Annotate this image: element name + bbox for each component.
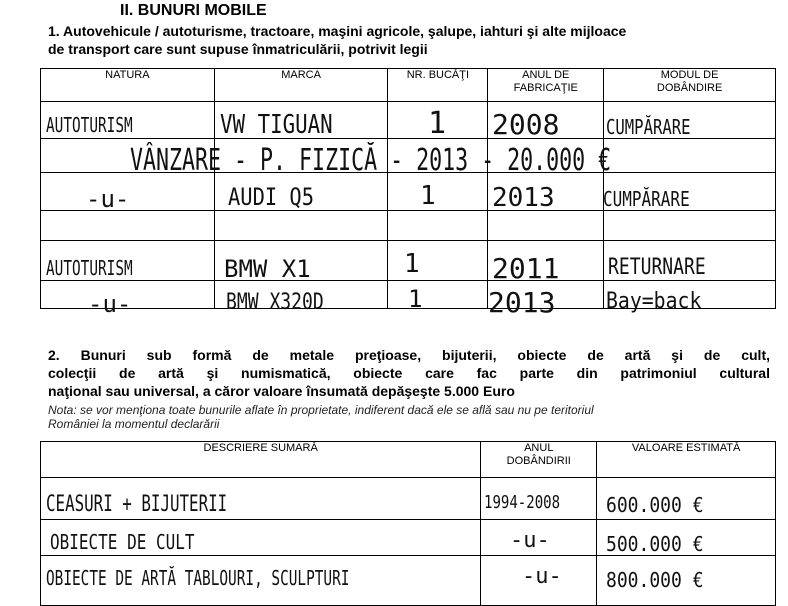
row2-an: 2013 bbox=[492, 183, 555, 213]
row4-nr: 1 bbox=[408, 285, 423, 313]
row4-mod: Bay=back bbox=[606, 289, 702, 314]
header-valoare: VALOARE ESTIMATĂ bbox=[631, 442, 741, 454]
row4-natura: -u- bbox=[88, 290, 132, 318]
valuable1-val: 600.000 € bbox=[606, 493, 704, 517]
header-natura: NATURA bbox=[105, 69, 150, 81]
valuable1-an: 1994-2008 bbox=[484, 492, 561, 513]
header-an-dobandirii-line2: DOBÂNDIRII bbox=[506, 455, 571, 467]
col-nr bbox=[388, 69, 488, 102]
row1-mod: CUMPĂRARE bbox=[606, 115, 691, 139]
valuable2-val: 500.000 € bbox=[606, 532, 704, 556]
col-natura bbox=[41, 69, 215, 102]
row3-mod: RETURNARE bbox=[608, 255, 706, 280]
header-mod-line2: DOBÂNDIRE bbox=[656, 82, 723, 94]
valuable3-desc: OBIECTE DE ARTĂ TABLOURI, SCULPTURI bbox=[46, 566, 350, 590]
col-mod bbox=[604, 69, 776, 102]
row2-nr: 1 bbox=[420, 181, 436, 211]
valuable2-desc: OBIECTE DE CULT bbox=[50, 530, 195, 554]
row1-natura: AUTOTURISM bbox=[46, 113, 133, 137]
col-an bbox=[488, 69, 604, 102]
row1-marca: VW TIGUAN bbox=[220, 110, 333, 140]
header-an-line2: FABRICAŢIE bbox=[513, 82, 578, 94]
header-descriere: DESCRIERE SUMARĂ bbox=[203, 442, 318, 454]
row1-nr: 1 bbox=[428, 106, 447, 141]
row2-natura: -u- bbox=[86, 185, 130, 213]
row3-natura: AUTOTURISM bbox=[46, 256, 133, 280]
section2-note-line2: României la momentul declarării bbox=[48, 417, 220, 431]
header-nr: NR. BUCĂŢI bbox=[406, 69, 470, 81]
valuable3-val: 800.000 € bbox=[606, 568, 704, 592]
section-heading: II. BUNURI MOBILE bbox=[120, 2, 267, 19]
col-marca bbox=[214, 69, 388, 102]
valuable1-desc: CEASURI + BIJUTERII bbox=[46, 492, 228, 517]
section2-title-line1: 2. Bunuri sub formă de metale preţioase, bijuterii, obiecte de artă şi de cult, bbox=[48, 347, 770, 363]
sale-overwrite: VÂNZARE - P. FIZICĂ - 2013 - 20.000 € bbox=[130, 143, 612, 178]
col-descriere bbox=[41, 442, 481, 478]
section2-title-line2: colecţii de artă şi numismatică, obiecte care fac parte din patrimoniul cultural bbox=[48, 365, 770, 381]
row3-an: 2011 bbox=[492, 252, 560, 285]
header-an-dobandirii-line1: ANUL bbox=[524, 442, 554, 454]
valuable2-an: -u- bbox=[510, 528, 550, 553]
table-row bbox=[41, 211, 776, 241]
col-valoare bbox=[597, 442, 776, 478]
row1-an: 2008 bbox=[492, 108, 560, 141]
valuable3-an: -u- bbox=[522, 564, 562, 589]
row3-marca: BMW X1 bbox=[224, 255, 311, 283]
header-marca: MARCA bbox=[281, 69, 321, 81]
section2-note-line1: Nota: se vor menţiona toate bunurile aflate în proprietate, indiferent dacă ele se află sau nu pe teritoriul bbox=[48, 403, 594, 417]
header-an-line1: ANUL DE bbox=[522, 69, 570, 81]
row2-marca: AUDI Q5 bbox=[228, 183, 314, 211]
row3-nr: 1 bbox=[404, 249, 420, 279]
row4-an: 2013 bbox=[488, 286, 556, 319]
section2-title-line3: naţional sau universal, a căror valoare însumată depăşeşte 5.000 Euro bbox=[48, 383, 515, 399]
row2-mod: CUMPĂRARE bbox=[603, 187, 690, 211]
row4-marca: BMW X320D bbox=[226, 290, 324, 315]
section1-title-line2: de transport care sunt supuse înmatriculării, potrivit legii bbox=[48, 41, 428, 57]
col-an-dobandirii bbox=[481, 442, 597, 478]
section1-title-line1: 1. Autovehicule / autoturisme, tractoare, maşini agricole, şalupe, iahturi şi alte mijloace bbox=[48, 23, 627, 39]
header-mod-line1: MODUL DE bbox=[660, 69, 719, 81]
